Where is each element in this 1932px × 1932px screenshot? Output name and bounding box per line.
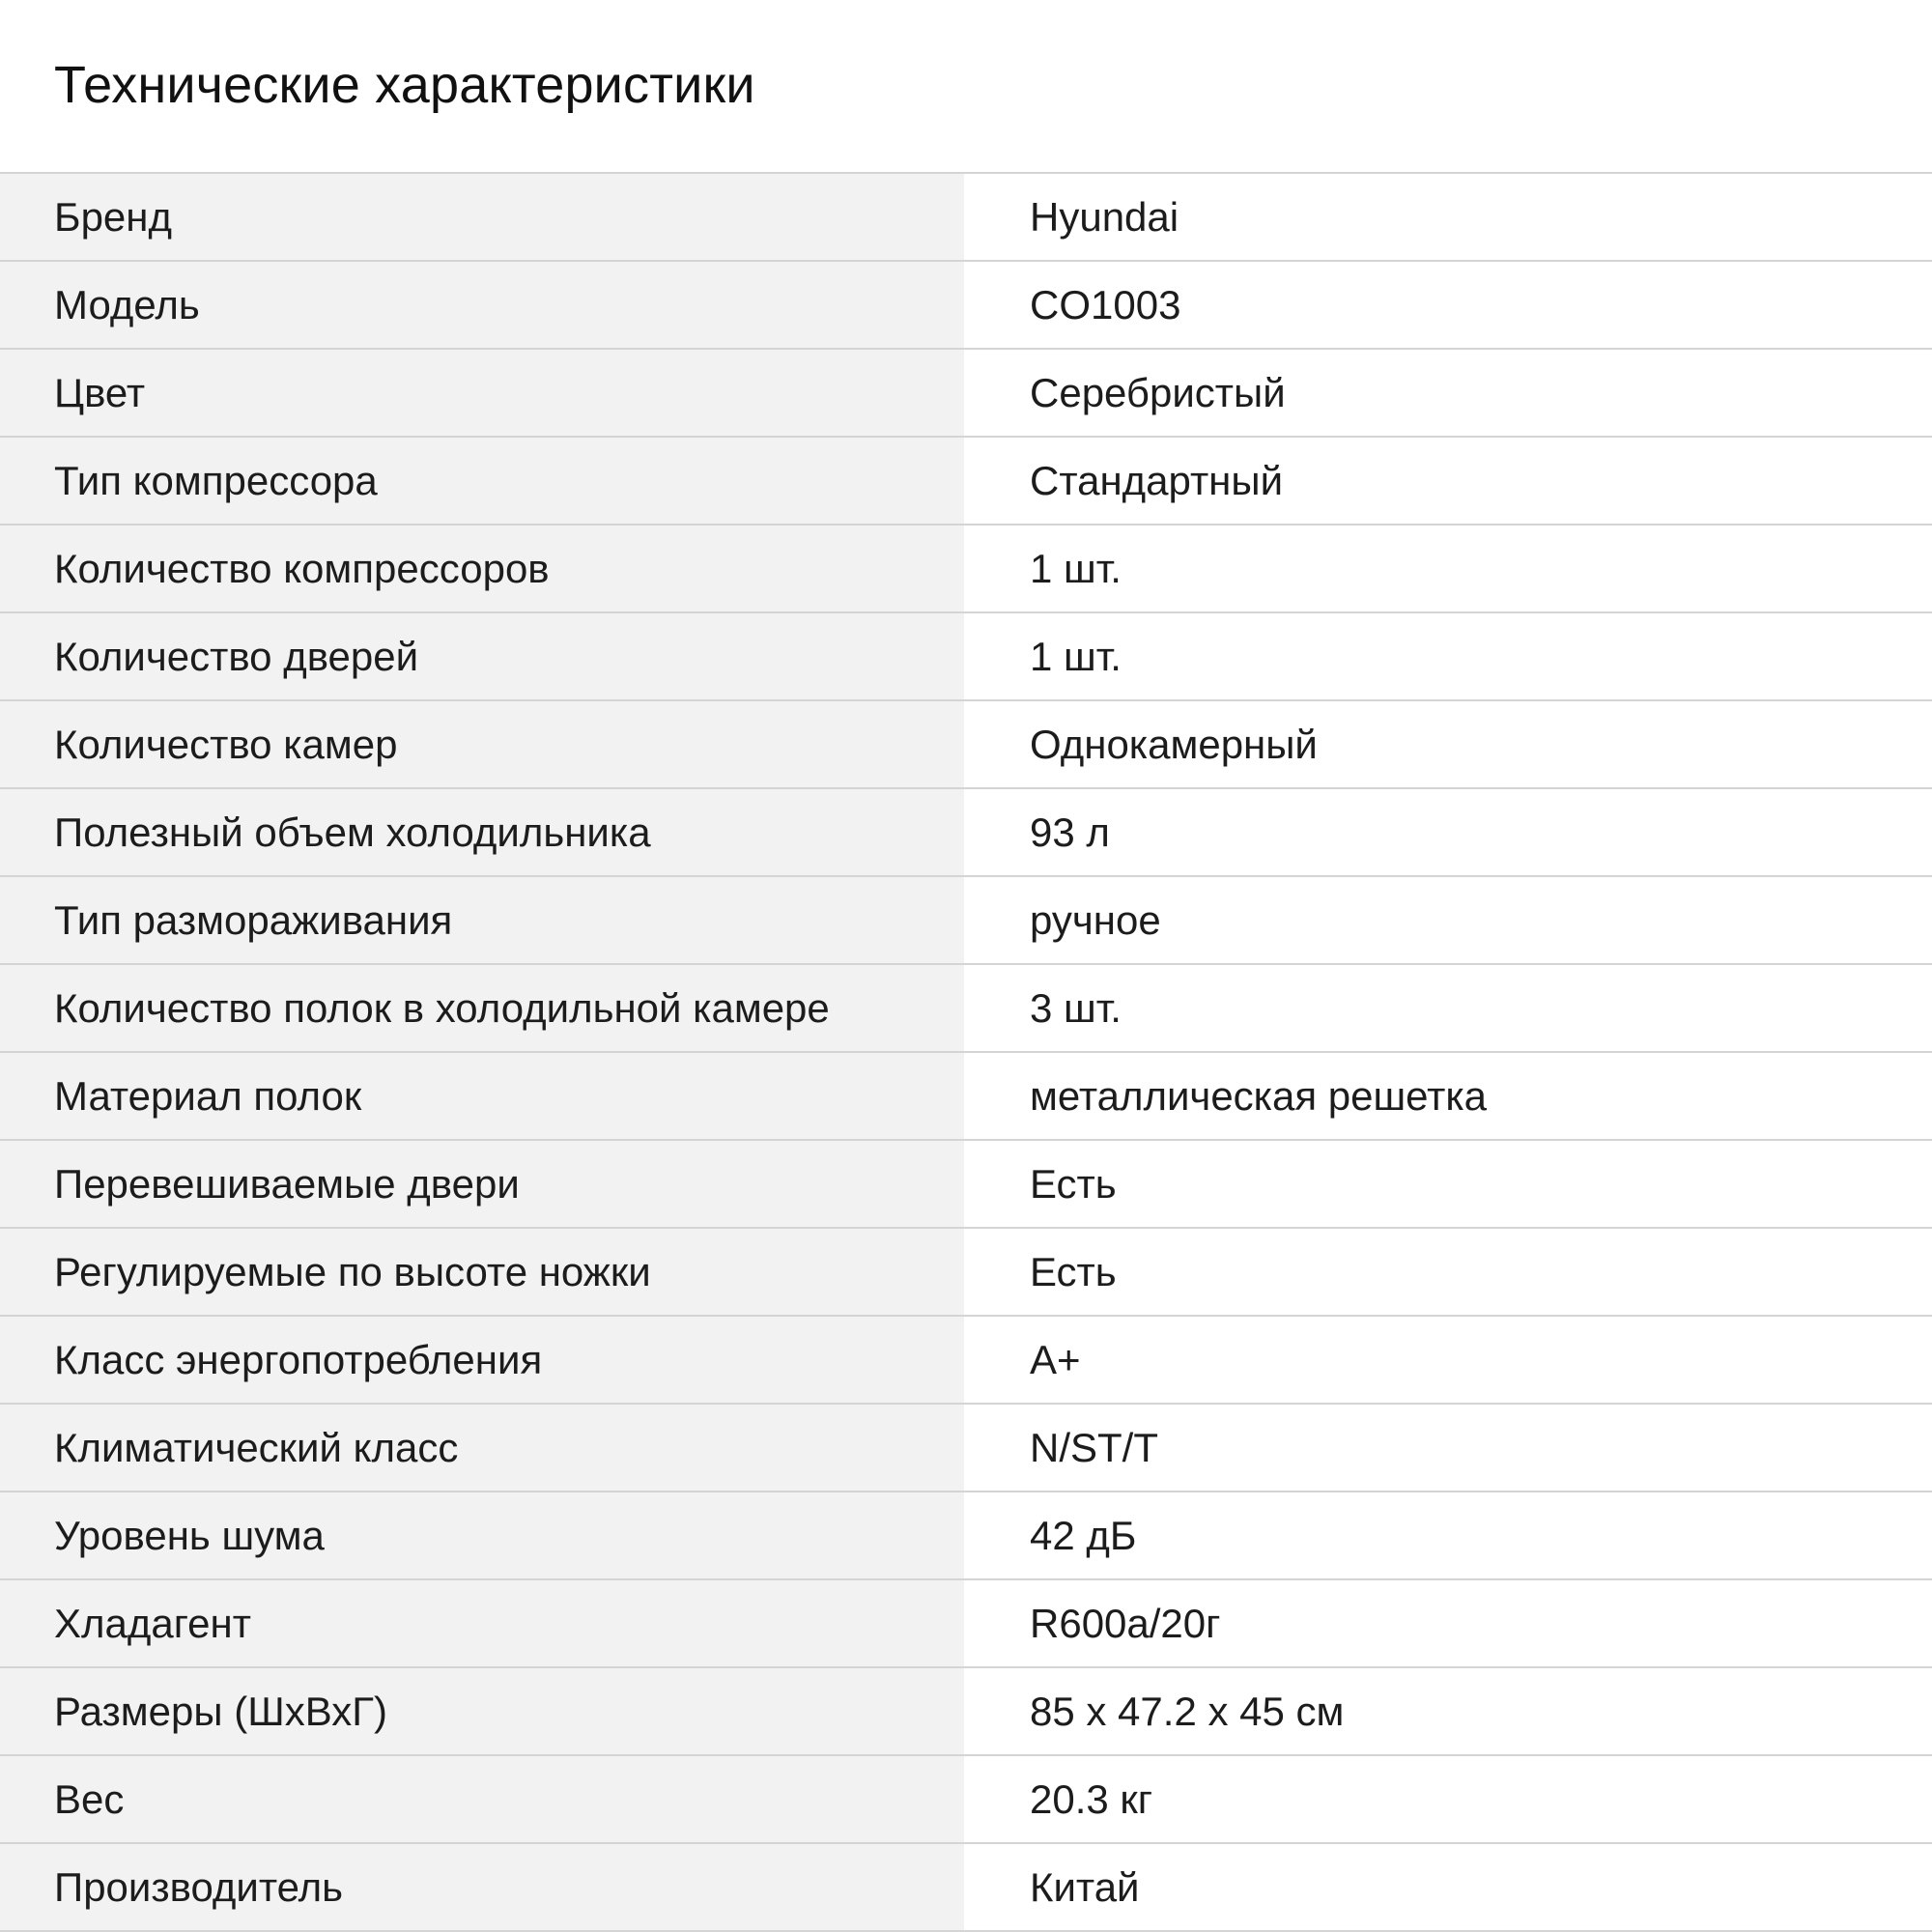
spec-label: Цвет (0, 350, 964, 436)
spec-label: Размеры (ШхВхГ) (0, 1668, 964, 1754)
spec-value: 1 шт. (964, 613, 1932, 699)
spec-label: Уровень шума (0, 1492, 964, 1578)
spec-value: 85 х 47.2 х 45 см (964, 1668, 1932, 1754)
table-row (0, 438, 1932, 526)
spec-value: Hyundai (964, 174, 1932, 260)
spec-label: Класс энергопотребления (0, 1317, 964, 1403)
spec-value: ручное (964, 877, 1932, 963)
table-row (0, 1317, 1932, 1405)
page-title: Технические характеристики (54, 56, 755, 114)
table-row (0, 789, 1932, 877)
spec-value: Есть (964, 1141, 1932, 1227)
spec-value: 3 шт. (964, 965, 1932, 1051)
spec-value: металлическая решетка (964, 1053, 1932, 1139)
table-row (0, 1405, 1932, 1492)
spec-value: 1 шт. (964, 526, 1932, 611)
spec-label: Хладагент (0, 1580, 964, 1666)
spec-label: Материал полок (0, 1053, 964, 1139)
table-row (0, 613, 1932, 701)
spec-value: Однокамерный (964, 701, 1932, 787)
specs-table (0, 172, 1932, 1932)
spec-label: Производитель (0, 1844, 964, 1930)
spec-label: Тип компрессора (0, 438, 964, 524)
spec-value: Стандартный (964, 438, 1932, 524)
table-row (0, 1053, 1932, 1141)
table-row (0, 526, 1932, 613)
spec-value: R600a/20г (964, 1580, 1932, 1666)
table-row (0, 1229, 1932, 1317)
spec-label: Тип размораживания (0, 877, 964, 963)
spec-label: Регулируемые по высоте ножки (0, 1229, 964, 1315)
table-row (0, 877, 1932, 965)
spec-value: A+ (964, 1317, 1932, 1403)
table-row (0, 1844, 1932, 1932)
spec-value: 20.3 кг (964, 1756, 1932, 1842)
table-row (0, 350, 1932, 438)
spec-label: Количество полок в холодильной камере (0, 965, 964, 1051)
spec-label: Бренд (0, 174, 964, 260)
spec-label: Перевешиваемые двери (0, 1141, 964, 1227)
spec-value: N/ST/T (964, 1405, 1932, 1491)
table-row (0, 701, 1932, 789)
spec-label: Климатический класс (0, 1405, 964, 1491)
spec-label: Модель (0, 262, 964, 348)
spec-value: 42 дБ (964, 1492, 1932, 1578)
spec-label: Количество камер (0, 701, 964, 787)
table-row (0, 1492, 1932, 1580)
table-row (0, 1141, 1932, 1229)
spec-value: Китай (964, 1844, 1932, 1930)
spec-value: Серебристый (964, 350, 1932, 436)
spec-label: Количество дверей (0, 613, 964, 699)
spec-label: Полезный объем холодильника (0, 789, 964, 875)
table-row (0, 965, 1932, 1053)
table-row (0, 1668, 1932, 1756)
table-row (0, 174, 1932, 262)
spec-value: Есть (964, 1229, 1932, 1315)
table-row (0, 1580, 1932, 1668)
spec-value: 93 л (964, 789, 1932, 875)
spec-value: CO1003 (964, 262, 1932, 348)
table-row (0, 262, 1932, 350)
spec-label: Количество компрессоров (0, 526, 964, 611)
table-row (0, 1756, 1932, 1844)
spec-label: Вес (0, 1756, 964, 1842)
